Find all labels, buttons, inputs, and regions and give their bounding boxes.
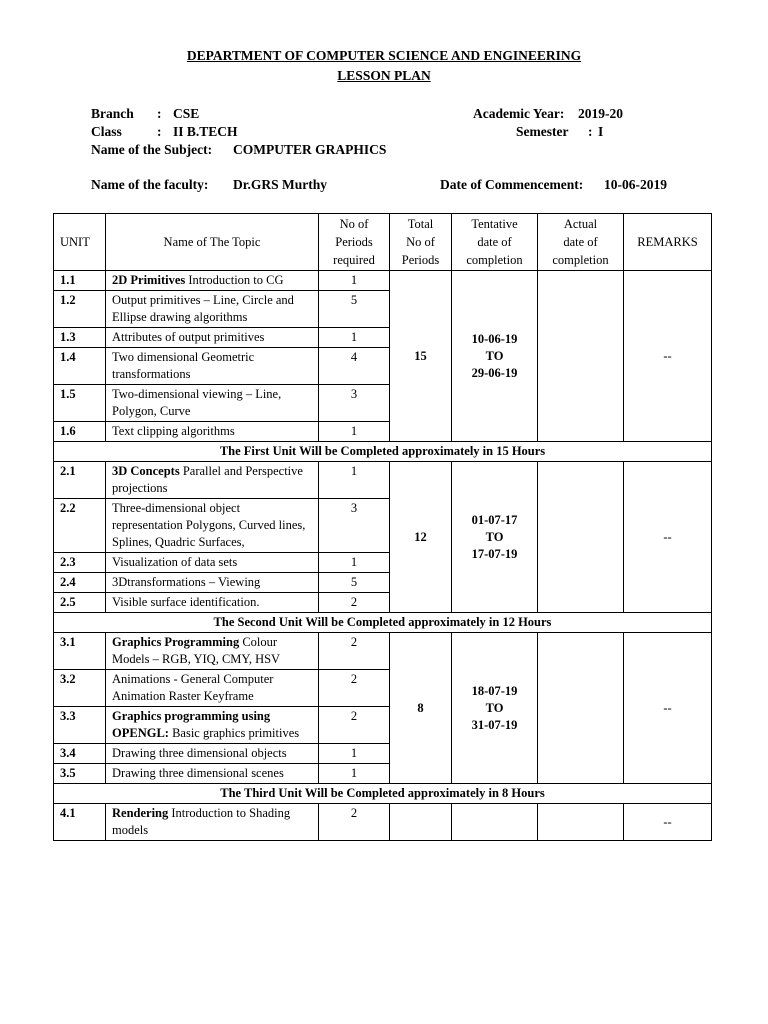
table-row <box>54 633 712 670</box>
topic-text: Visible surface identification. <box>112 595 260 609</box>
semester-label: Semester <box>516 124 569 139</box>
periods-required: 1 <box>319 744 390 764</box>
actual-date <box>538 271 624 442</box>
topic-text: Two dimensional Geometric transformations <box>112 350 255 381</box>
actual-date <box>538 804 624 841</box>
date-to: 29-06-19 <box>471 365 518 380</box>
academic-year-value: 2019-20 <box>578 106 623 121</box>
topic-text: Colour Models – RGB, YIQ, CMY, HSV <box>112 635 281 666</box>
topic-heading: Rendering <box>112 806 169 820</box>
topic-text: Text clipping algorithms <box>112 424 235 438</box>
header-total-periods <box>390 214 452 271</box>
semester-colon: : <box>588 124 593 139</box>
periods-required: 1 <box>319 553 390 573</box>
periods-required: 2 <box>319 633 390 670</box>
topic-cell <box>106 422 319 442</box>
unit-number: 1.3 <box>54 328 106 348</box>
topic-cell <box>106 670 319 707</box>
date-to-label: TO <box>485 348 504 363</box>
topic-cell <box>106 462 319 499</box>
periods-required: 1 <box>319 462 390 499</box>
periods-required: 5 <box>319 573 390 593</box>
table-row <box>54 462 712 499</box>
date-to-label: TO <box>485 700 504 715</box>
date-to: 17-07-19 <box>471 546 518 561</box>
topic-cell <box>106 593 319 613</box>
topic-cell <box>106 804 319 841</box>
table-row <box>54 804 712 841</box>
periods-required: 1 <box>319 271 390 291</box>
faculty-value: Dr.GRS Murthy <box>233 177 328 192</box>
header-unit: UNIT <box>54 214 106 271</box>
date-from: 18-07-19 <box>471 683 518 698</box>
header-total-periods-line: Periods <box>401 253 440 267</box>
topic-cell <box>106 291 319 328</box>
topic-text: Three-dimensional object representation Polygons, Curved lines, Splines, Quadric Surfaces, <box>112 501 306 549</box>
periods-required: 3 <box>319 385 390 422</box>
topic-cell <box>106 385 319 422</box>
commencement-value: 10-06-2019 <box>604 177 667 192</box>
unit-number: 1.1 <box>54 271 106 291</box>
topic-heading: Graphics Programming <box>112 635 240 649</box>
topic-heading: 2D Primitives <box>112 273 186 287</box>
total-periods: 15 <box>390 271 452 442</box>
topic-cell <box>106 633 319 670</box>
periods-required: 1 <box>319 764 390 784</box>
topic-text: Attributes of output primitives <box>112 330 265 344</box>
topic-heading: 3D Concepts <box>112 464 180 478</box>
topic-heading: Graphics programming using OPENGL: <box>112 709 271 740</box>
unit-number: 4.1 <box>54 804 106 841</box>
unit-summary-row <box>54 784 712 804</box>
table-header-row <box>54 214 712 271</box>
topic-text: Basic graphics primitives <box>168 726 300 740</box>
semester-value: I <box>598 124 604 139</box>
topic-text: Output primitives – Line, Circle and Ellipse drawing algorithms <box>112 293 294 324</box>
unit-summary: The Second Unit Will be Completed approximately in 12 Hours <box>54 613 712 633</box>
periods-required: 2 <box>319 707 390 744</box>
unit-number: 1.5 <box>54 385 106 422</box>
periods-required: 2 <box>319 670 390 707</box>
header-tentative-date-line: completion <box>466 253 523 267</box>
faculty-label: Name of the faculty: <box>91 177 209 192</box>
document-title: LESSON PLAN <box>337 68 431 83</box>
unit-number: 1.6 <box>54 422 106 442</box>
unit-number: 3.4 <box>54 744 106 764</box>
topic-text: Introduction to CG <box>185 273 284 287</box>
periods-required: 4 <box>319 348 390 385</box>
topic-cell <box>106 573 319 593</box>
class-colon: : <box>157 124 162 139</box>
lesson-plan-table <box>53 213 712 841</box>
header-tentative-date-line: Tentative <box>471 217 518 231</box>
topic-text: Two-dimensional viewing – Line, Polygon, Curve <box>112 387 282 418</box>
unit-summary-row <box>54 613 712 633</box>
topic-cell <box>106 348 319 385</box>
tentative-date <box>452 633 538 784</box>
periods-required: 3 <box>319 499 390 553</box>
remarks: -- <box>624 804 712 841</box>
topic-text: Visualization of data sets <box>112 555 238 569</box>
remarks: -- <box>624 462 712 613</box>
header-topic: Name of The Topic <box>106 214 319 271</box>
topic-text: 3Dtransformations – Viewing <box>112 575 261 589</box>
branch-label: Branch <box>91 106 134 121</box>
topic-cell <box>106 271 319 291</box>
date-to: 31-07-19 <box>471 717 518 732</box>
header-actual-date-line: date of <box>563 235 598 249</box>
header-periods-required-line: required <box>333 253 375 267</box>
topic-cell <box>106 744 319 764</box>
unit-number: 1.2 <box>54 291 106 328</box>
tentative-date <box>452 462 538 613</box>
topic-text: Animations - General Computer Animation Raster Keyframe <box>112 672 274 703</box>
periods-required: 2 <box>319 593 390 613</box>
unit-number: 3.3 <box>54 707 106 744</box>
table-row <box>54 271 712 291</box>
header-actual-date <box>538 214 624 271</box>
topic-cell <box>106 764 319 784</box>
branch-value: CSE <box>173 106 200 121</box>
header-actual-date-line: Actual <box>563 217 598 231</box>
unit-summary: The Third Unit Will be Completed approximately in 8 Hours <box>54 784 712 804</box>
remarks: -- <box>624 633 712 784</box>
unit-summary-row <box>54 442 712 462</box>
date-to-label: TO <box>485 529 504 544</box>
unit-number: 3.1 <box>54 633 106 670</box>
header-remarks: REMARKS <box>624 214 712 271</box>
subject-label: Name of the Subject: <box>91 142 213 157</box>
total-periods <box>390 804 452 841</box>
department-title: DEPARTMENT OF COMPUTER SCIENCE AND ENGINEERING <box>186 48 582 63</box>
date-from: 01-07-17 <box>471 512 518 527</box>
periods-required: 5 <box>319 291 390 328</box>
unit-number: 2.4 <box>54 573 106 593</box>
header-periods-required <box>319 214 390 271</box>
header-periods-required-line: No of <box>339 217 369 231</box>
topic-text: Parallel and Perspective projections <box>112 464 303 495</box>
topic-cell <box>106 499 319 553</box>
actual-date <box>538 462 624 613</box>
unit-number: 1.4 <box>54 348 106 385</box>
commencement-label: Date of Commencement: <box>440 177 584 192</box>
tentative-date <box>452 271 538 442</box>
subject-value: COMPUTER GRAPHICS <box>233 142 387 157</box>
topic-text: Drawing three dimensional scenes <box>112 766 284 780</box>
remarks: -- <box>624 271 712 442</box>
topic-cell <box>106 553 319 573</box>
periods-required: 2 <box>319 804 390 841</box>
periods-required: 1 <box>319 422 390 442</box>
date-from: 10-06-19 <box>471 331 518 346</box>
tentative-date <box>452 804 538 841</box>
unit-number: 2.3 <box>54 553 106 573</box>
header-tentative-date <box>452 214 538 271</box>
header-tentative-date-line: date of <box>477 235 512 249</box>
header-total-periods-line: Total <box>407 217 434 231</box>
topic-cell <box>106 328 319 348</box>
academic-year-label: Academic Year: <box>473 106 565 121</box>
periods-required: 1 <box>319 328 390 348</box>
unit-number: 2.2 <box>54 499 106 553</box>
actual-date <box>538 633 624 784</box>
class-label: Class <box>91 124 122 139</box>
header-actual-date-line: completion <box>552 253 609 267</box>
total-periods: 12 <box>390 462 452 613</box>
unit-number: 3.5 <box>54 764 106 784</box>
topic-text: Introduction to Shading models <box>112 806 291 837</box>
header-periods-required-line: Periods <box>335 235 373 249</box>
unit-number: 3.2 <box>54 670 106 707</box>
unit-number: 2.1 <box>54 462 106 499</box>
topic-text: Drawing three dimensional objects <box>112 746 287 760</box>
class-value: II B.TECH <box>173 124 238 139</box>
total-periods: 8 <box>390 633 452 784</box>
branch-colon: : <box>157 106 162 121</box>
unit-summary: The First Unit Will be Completed approximately in 15 Hours <box>54 442 712 462</box>
unit-number: 2.5 <box>54 593 106 613</box>
topic-cell <box>106 707 319 744</box>
table-body <box>54 271 712 841</box>
header-total-periods-line: No of <box>406 235 435 249</box>
